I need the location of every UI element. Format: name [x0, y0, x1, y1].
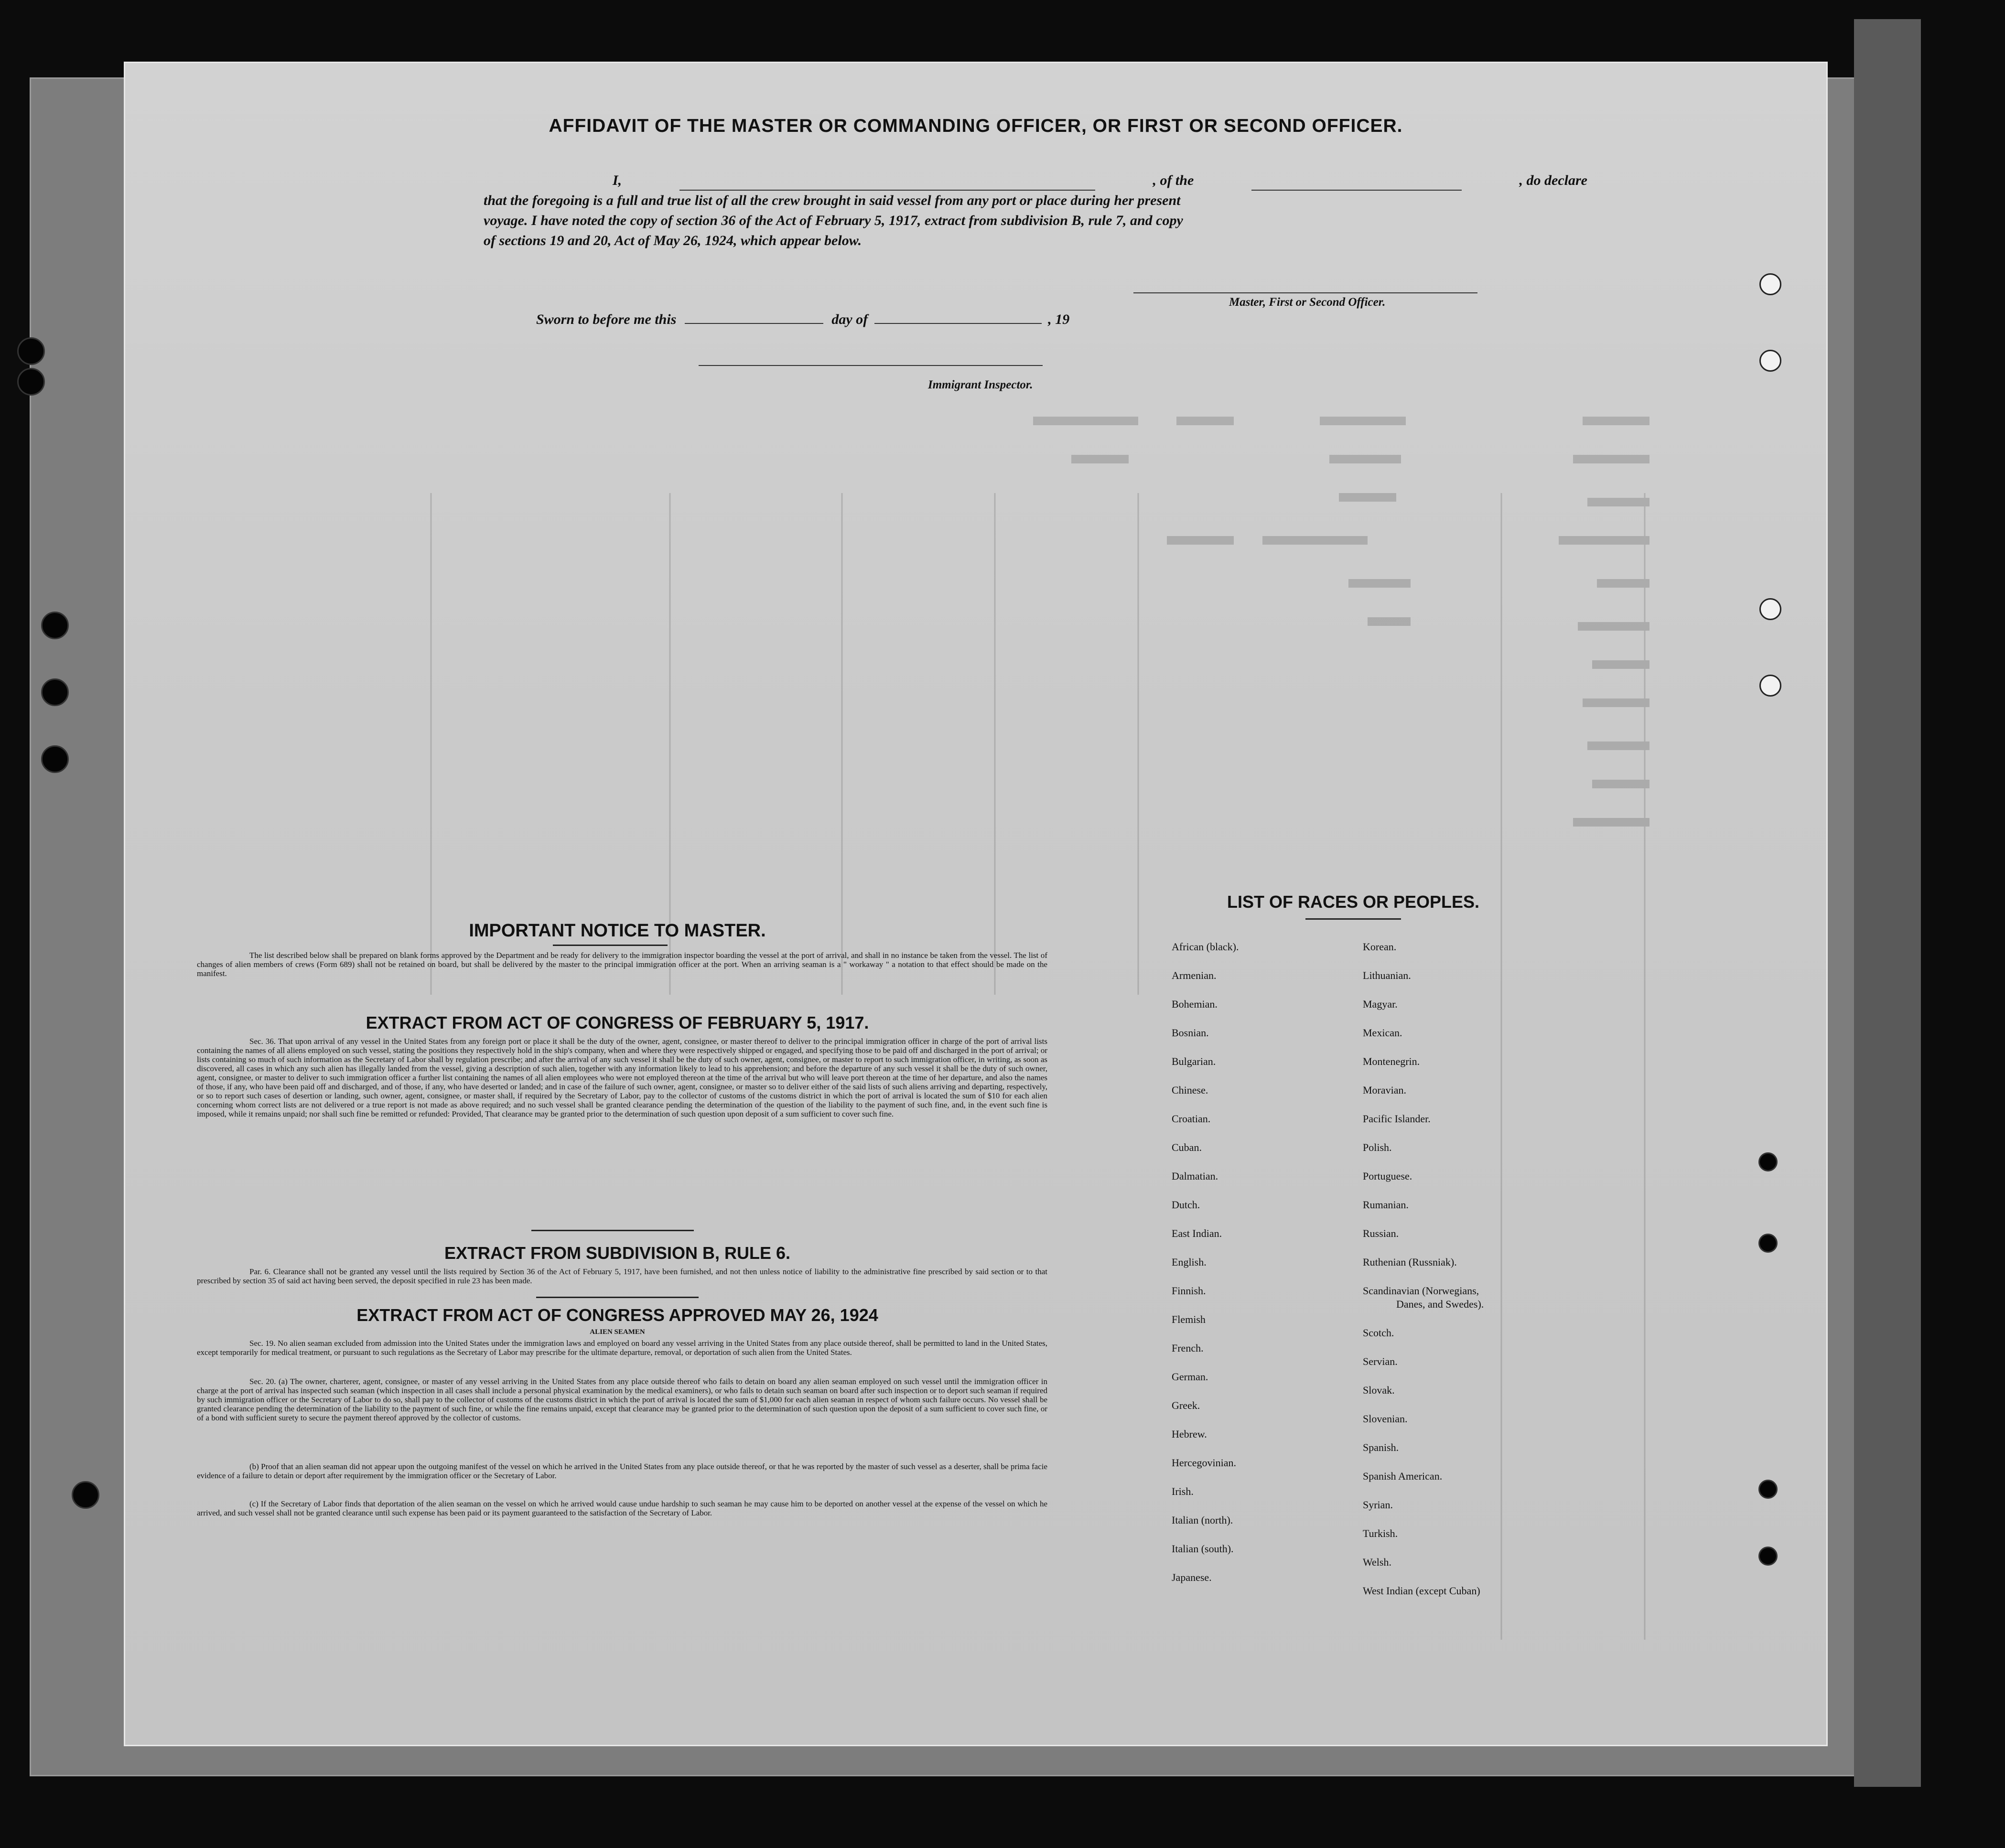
race-item: Finnish.	[1172, 1285, 1206, 1297]
race-item: Moravian.	[1363, 1084, 1407, 1096]
binder-hole	[41, 745, 69, 773]
binder-hole	[41, 612, 69, 639]
punch-hole	[1759, 350, 1781, 372]
race-item: Lithuanian.	[1363, 969, 1411, 981]
punch-hole	[1759, 675, 1781, 697]
race-item: Ruthenian (Russniak).	[1363, 1256, 1457, 1268]
punch-hole	[1758, 1480, 1778, 1499]
race-item: Dutch.	[1172, 1199, 1200, 1211]
sworn-text: Sworn to before me this	[536, 312, 677, 327]
officer-name-field[interactable]	[679, 171, 1095, 191]
extract-1924-subtitle: ALIEN SEAMEN	[590, 1328, 645, 1336]
rule6-body: Par. 6. Clearance shall not be granted any vessel until the lists required by Section 36 of the Act of February 5, 1917, have been furnished, and not then unless notice of liability to the administrative fine prescribed by said section or to that prescribed by section 35 of said act having been served, the deposit specified in rule 23 has been made.	[197, 1267, 1047, 1285]
manifest-page	[125, 63, 1826, 1745]
race-item: Montenegrin.	[1363, 1055, 1420, 1067]
affidavit-do-declare: , do declare	[1519, 172, 1587, 188]
race-item: Pacific Islander.	[1363, 1113, 1431, 1125]
sworn-day-field[interactable]	[685, 323, 823, 324]
race-item: Bulgarian.	[1172, 1055, 1216, 1067]
inspector-signature-label: Immigrant Inspector.	[928, 378, 1033, 391]
race-item: East Indian.	[1172, 1227, 1222, 1239]
sworn-month-field[interactable]	[874, 323, 1042, 324]
affidavit-line-3: voyage. I have noted the copy of section 36 of the Act of February 5, 1917, extract from subdivision B, rule 7, and copy	[484, 213, 1183, 228]
affidavit-title: AFFIDAVIT OF THE MASTER OR COMMANDING OFFICER, OR FIRST OR SECOND OFFICER.	[549, 116, 1403, 136]
extract-1924-sec20b: (b) Proof that an alien seaman did not appear upon the outgoing manifest of the vessel on which he arrived in the United States from any place outside thereof, or that he was reported by the master of such vessel as a deserter, shall be prima facie evidence of a failure to detain or deport after requirement by the immigration officer or the Secretary of Labor.	[197, 1462, 1047, 1480]
extract-1924-sec20c: (c) If the Secretary of Labor finds that deportation of the alien seaman on the vessel on which he arrived would cause undue hardship to such seaman he may cause him to be deported on another vessel at the expense of the vessel on which he arrived, and such vessel shall not be granted clearance until such expense has been paid or its payment guaranteed to the satisfaction of the Secretary of Labor.	[197, 1499, 1047, 1517]
extract-1917-rule	[531, 1230, 694, 1231]
race-item: Greek.	[1172, 1399, 1200, 1411]
master-signature-line[interactable]	[1133, 292, 1477, 293]
race-item: Mexican.	[1363, 1027, 1402, 1039]
binder-edge	[1854, 19, 1921, 1787]
race-item: Danes, and Swedes).	[1396, 1298, 1484, 1310]
race-item: West Indian (except Cuban)	[1363, 1585, 1480, 1597]
race-item: German.	[1172, 1371, 1208, 1383]
race-item: Armenian.	[1172, 969, 1217, 981]
race-item: Slovak.	[1363, 1384, 1395, 1396]
binder-hole	[72, 1481, 99, 1509]
extract-1924-title: EXTRACT FROM ACT OF CONGRESS APPROVED MAY 26, 1924	[356, 1305, 878, 1325]
races-rule	[1305, 918, 1401, 920]
punch-hole	[1759, 598, 1781, 620]
inspector-signature-line[interactable]	[699, 365, 1043, 366]
affidavit-line-2: that the foregoing is a full and true list of all the crew brought in said vessel from any port or place during her present	[484, 193, 1181, 208]
race-item: Russian.	[1363, 1227, 1399, 1239]
race-item: Portuguese.	[1363, 1170, 1412, 1182]
race-item: Slovenian.	[1363, 1413, 1408, 1425]
vessel-name-field[interactable]	[1251, 171, 1462, 191]
affidavit-of-the: , of the	[1153, 172, 1194, 188]
affidavit-i: I,	[613, 172, 622, 188]
races-left-column	[1172, 933, 1239, 1592]
race-item: Spanish American.	[1363, 1470, 1443, 1482]
punch-hole	[1758, 1234, 1778, 1253]
race-item: Japanese.	[1172, 1571, 1212, 1583]
race-item: English.	[1172, 1256, 1207, 1268]
race-item: Magyar.	[1363, 998, 1398, 1010]
race-item: Bosnian.	[1172, 1027, 1209, 1039]
race-item: Croatian.	[1172, 1113, 1211, 1125]
race-item: Italian (north).	[1172, 1514, 1233, 1526]
notice-rule	[553, 945, 668, 946]
affidavit-line-4: of sections 19 and 20, Act of May 26, 1924, which appear below.	[484, 233, 862, 248]
race-item: Servian.	[1363, 1355, 1398, 1367]
race-item: Korean.	[1363, 941, 1397, 953]
rule6-title: EXTRACT FROM SUBDIVISION B, RULE 6.	[444, 1243, 791, 1263]
master-signature-label: Master, First or Second Officer.	[1229, 296, 1386, 309]
sworn-statement	[536, 312, 1069, 328]
extract-1924-sec20a: Sec. 20. (a) The owner, charterer, agent, consignee, or master of any vessel arriving in the United States from any place outside thereof who fails to detain on board any alien seaman employed on such vessel until the immigration officer in charge at the port of arrival has inspected such seaman (which inspection in all cases shall include a personal physical examination by the medical examiners), or who fails to detain such seaman on board after such inspection or to deport such seaman if required by such immigration officer or the Secretary of Labor to do so, shall pay to the collector of customs of the customs district in which the port of arrival is located the sum of $1,000 for each alien seaman in respect of whom such failure occurs. No vessel shall be granted clearance pending the determination of the liability to the payment of such fine, or while the fine remains unpaid, except that clearance may be granted prior to the determination of such question upon the deposit of a sum sufficient to cover such fine, or of a bond with sufficient surety to secure the payment thereof approved by the collector of customs.	[197, 1377, 1047, 1422]
extract-1924-sec19: Sec. 19. No alien seaman excluded from admission into the United States under the immigration laws and employed on board any vessel arriving in the United States from any place outside thereof, shall be permitted to land in the United States, except temporarily for medical treatment, or pursuant to such regulations as the Secretary of Labor may prescribe for the ultimate departure, removal, or deportation of such alien from the United States.	[197, 1339, 1047, 1357]
punch-hole	[1758, 1152, 1778, 1171]
race-item: Scotch.	[1363, 1327, 1394, 1339]
binder-hole	[17, 368, 45, 396]
binder-hole	[17, 337, 45, 365]
race-item: Polish.	[1363, 1141, 1392, 1153]
race-item: Welsh.	[1363, 1556, 1391, 1568]
punch-hole	[1758, 1547, 1778, 1566]
race-item: French.	[1172, 1342, 1204, 1354]
races-right-column	[1363, 933, 1484, 1605]
sworn-day-of: day of	[831, 312, 868, 327]
affidavit-body	[484, 171, 1587, 251]
race-item: Hebrew.	[1172, 1428, 1207, 1440]
races-title: LIST OF RACES OR PEOPLES.	[1227, 892, 1480, 912]
race-item: Chinese.	[1172, 1084, 1208, 1096]
race-item: Cuban.	[1172, 1141, 1202, 1153]
sworn-year-prefix: , 19	[1048, 312, 1070, 327]
extract-1917-body: Sec. 36. That upon arrival of any vessel in the United States from any foreign port or place it shall be the duty of the owner, agent, consignee, or master thereof to deliver to the principal immigration officer in charge of the port of arrival lists containing the names of all aliens employed on such vessel, stating the positions they respectively hold in the ship's company, when and where they were respectively shipped or engaged, and specifying those to be paid off and discharged in the port of arrival; or lists containing so much of such information as the Secretary of Labor shall by regulation prescribe; and after the arrival of any such vessel it shall be the duty of such owner, agent, consignee, or master to report to such immigration officer, in writing, as soon as discovered, all cases in which any such alien has illegally landed from the vessel, giving a description of such alien, together with any information likely to lead to his apprehension; and before the departure of any such vessel it shall be the duty of such owner, agent, consignee, or master to deliver to such immigration officer a further list containing the names of all alien employees who were not employed thereon at the time of the arrival but who will leave port thereon at the time of her departure, and also the names of those, if any, who have been paid off and discharged, and of those, if any, who have deserted or landed; and in case of the failure of such owner, agent, consignee, or master so to deliver either of the said lists of such aliens arriving and departing, respectively, or so to report such cases of desertion or landing, such owner, agent, consignee, or master shall, if required by the Secretary of Labor, pay to the collector of customs of the customs district in which the port of arrival is located the sum of $10 for each alien concerning whom correct lists are not delivered or a true report is not made as above required; and no such vessel shall be granted clearance pending the determination of the question of the liability to the payment of such fine, and, in the event such fine is imposed, while it remains unpaid; nor shall such fine be remitted or refunded: Provided, That clearance may be granted prior to the determination of such question upon deposit of a sum sufficient to cover such fine.	[197, 1037, 1047, 1118]
affidavit-declaration-line	[484, 171, 1587, 191]
extract-1917-title: EXTRACT FROM ACT OF CONGRESS OF FEBRUARY 5, 1917.	[366, 1013, 869, 1032]
race-item: Rumanian.	[1363, 1199, 1409, 1211]
punch-hole	[1759, 273, 1781, 295]
race-item: Syrian.	[1363, 1499, 1393, 1511]
notice-title: IMPORTANT NOTICE TO MASTER.	[469, 921, 766, 941]
race-item: Irish.	[1172, 1485, 1194, 1497]
race-item: African (black).	[1172, 941, 1239, 953]
race-item: Flemish	[1172, 1313, 1206, 1325]
notice-body: The list described below shall be prepared on blank forms approved by the Department and be ready for delivery to the immigration inspector boarding the vessel at the port of arrival, and shall in no instance be taken from the vessel. The list of changes of alien members of crews (Form 689) shall not be retained on board, but shall be delivered by the master to the principal immigration officer at the port. When an arriving seaman is a " workaway " a notation to that effect should be made on the manifest.	[197, 951, 1047, 978]
race-item: Hercegovinian.	[1172, 1457, 1236, 1469]
race-item: Turkish.	[1363, 1527, 1398, 1539]
race-item: Italian (south).	[1172, 1543, 1234, 1555]
race-item: Dalmatian.	[1172, 1170, 1218, 1182]
rule6-rule	[536, 1297, 699, 1298]
race-item: Spanish.	[1363, 1441, 1399, 1453]
race-item: Bohemian.	[1172, 998, 1218, 1010]
binder-hole	[41, 678, 69, 706]
race-item: Scandinavian (Norwegians,	[1363, 1285, 1479, 1297]
